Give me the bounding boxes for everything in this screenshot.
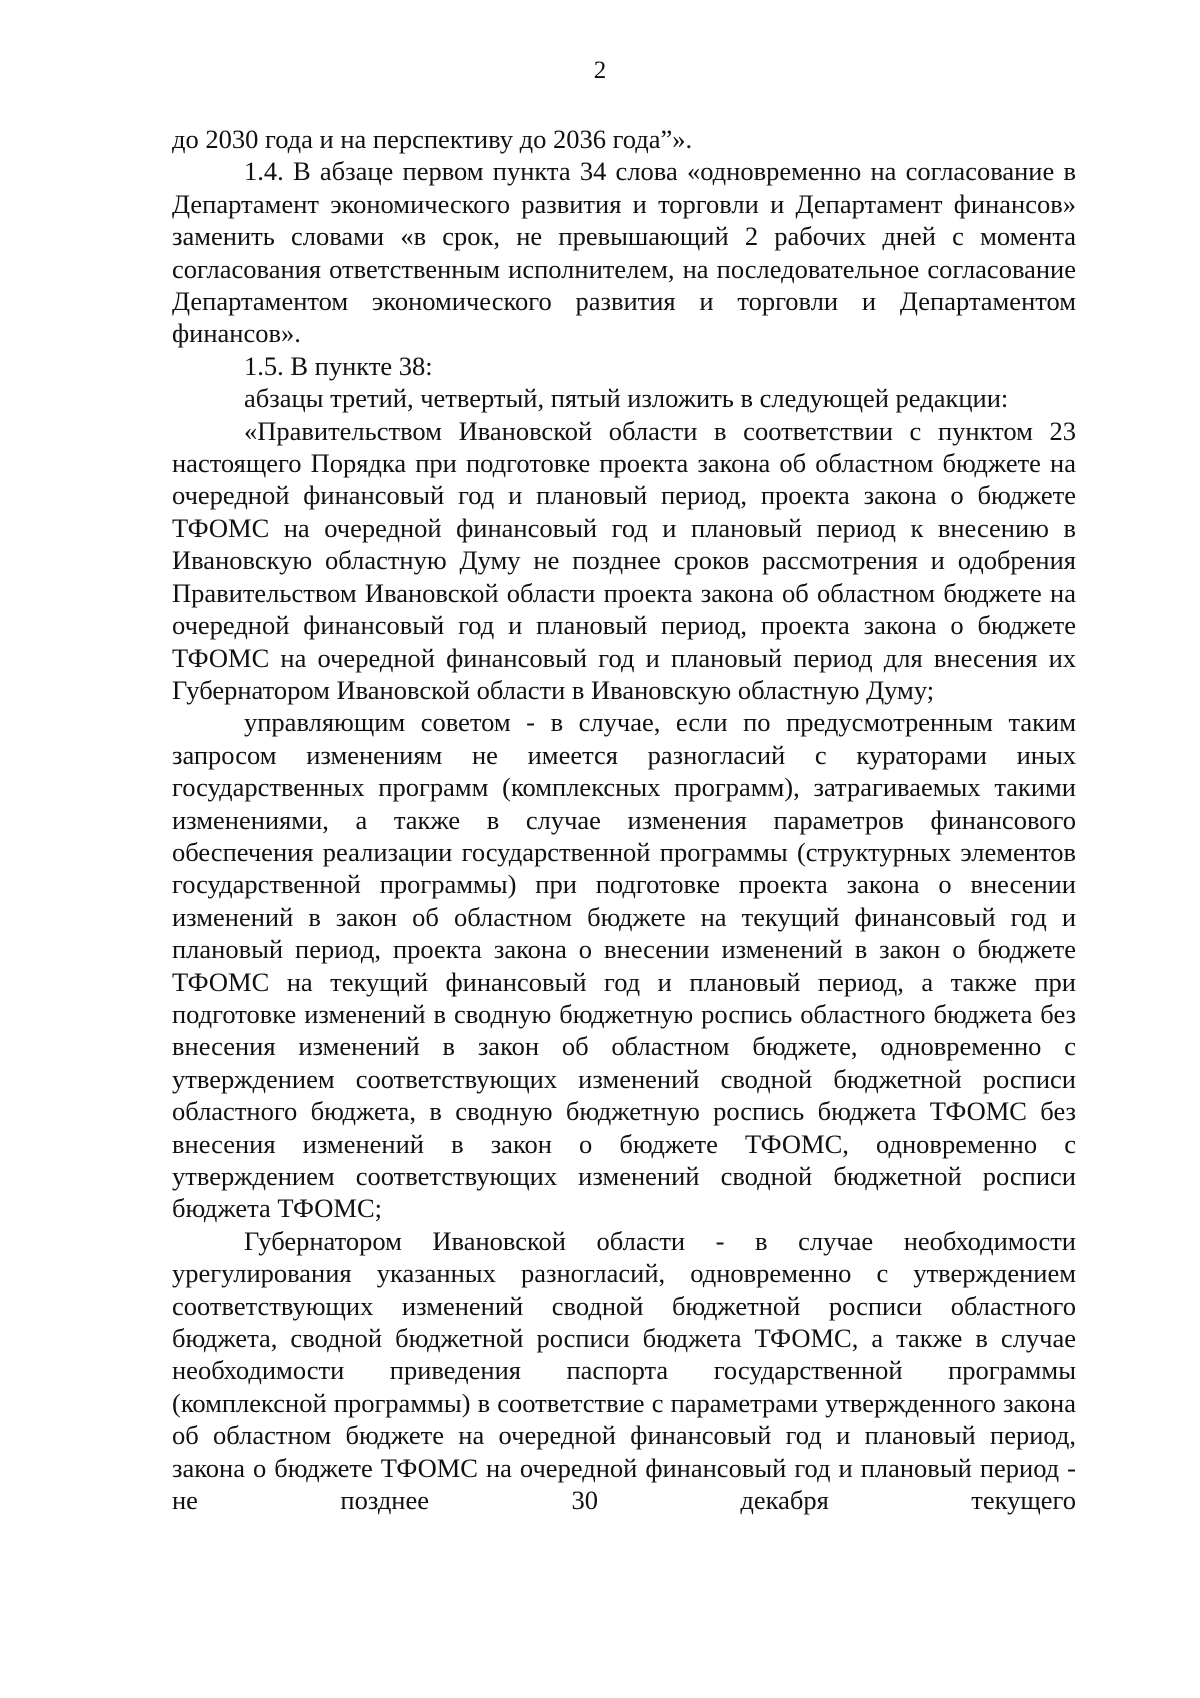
- paragraph-gubernatorom: Губернатором Ивановской области - в случае необходимости урегулирования указанных разногласий, одновременно с утверждением соответствующих изменений сводной бюджетной росписи областного бюджета, сводной бюджетной росписи бюджета ТФОМС, а также в случае необходимости приведения паспорта государственной программы (комплексной программы) в соответствие с параметрами утвержденного закона об областном бюджете на очередной финансовый год и плановый период, закона о бюджете ТФОМС на очередной финансовый год и плановый период - не позднее 30 декабря текущего: [172, 1225, 1076, 1516]
- paragraph-item-1-5: 1.5. В пункте 38:: [244, 350, 433, 381]
- paragraph-upravlyayushchim: управляющим советом - в случае, если по предусмотренным таким запросом изменениям не имеется разногласий с кураторами иных государственных программ (комплексных программ), затрагиваемых такими изменениями, а также в случае изменения параметров финансового обеспечения реализации государственной программы (структурных элементов государственной программы) при подготовке проекта закона о внесении изменений в закон об областном бюджете на текущий финансовый год и плановый период, проекта закона о внесении изменений в закон о бюджете ТФОМС на текущий финансовый год и плановый период, а также при подготовке изменений в сводную бюджетную роспись областного бюджета без внесения изменений в закон об областном бюджете, одновременно с утверждением соответствующих изменений сводной бюджетной росписи областного бюджета, в сводную бюджетную роспись бюджета ТФОМС без внесения изменений в закон о бюджете ТФОМС, одновременно с утверждением соответствующих изменений сводной бюджетной росписи бюджета ТФОМС;: [172, 707, 1076, 1224]
- document-body: [172, 123, 1076, 1516]
- paragraph-pravitelstvom: «Правительством Ивановской области в соответствии с пунктом 23 настоящего Порядка при подготовке проекта закона об областном бюджете на очередной финансовый год и плановый период, проекта закона о бюджете ТФОМС на очередной финансовый год и плановый период к внесению в Ивановскую областную Думу не позднее сроков рассмотрения и одобрения Правительством Ивановской области проекта закона об областном бюджете на очередной финансовый год и плановый период, проекта закона о бюджете ТФОМС на очередной финансовый год и плановый период для внесения их Губернатором Ивановской области в Ивановскую областную Думу;: [172, 415, 1076, 705]
- paragraph-continuation: до 2030 года и на перспективу до 2036 года”».: [172, 124, 693, 154]
- paragraph-abzacy: абзацы третий, четвертый, пятый изложить в следующей редакции:: [244, 383, 1009, 414]
- page-number: 2: [593, 57, 607, 84]
- paragraph-item-1-4: 1.4. В абзаце первом пункта 34 слова «одновременно на согласование в Департамент экономического развития и торговли и Департамент финансов» заменить словами «в срок, не превышающий 2 рабочих дней с момента согласования ответственным исполнителем, на последовательное согласование Департаментом экономического развития и торговли и Департаментом финансов».: [172, 156, 1076, 349]
